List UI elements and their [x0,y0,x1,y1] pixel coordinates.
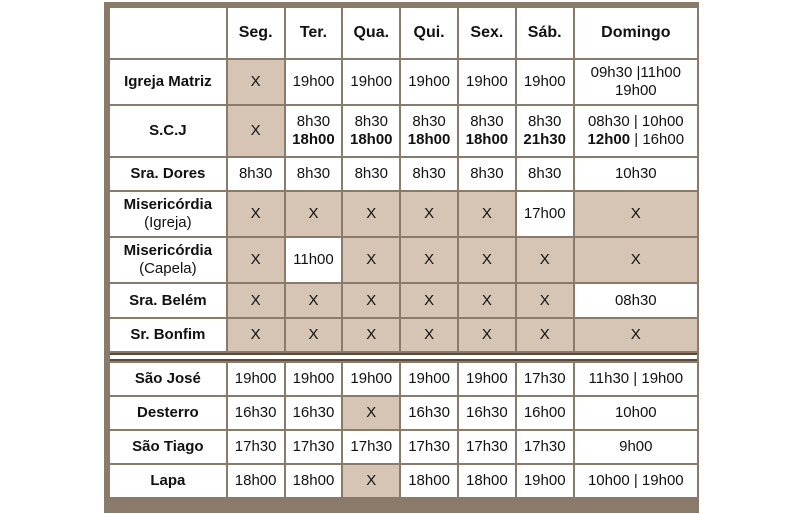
schedule-cell [517,397,573,429]
schedule-cell [517,284,573,317]
day-header: Sáb. [517,8,573,58]
time-line [575,131,697,149]
schedule-cell [401,397,457,429]
time-line: X [250,291,261,309]
time-line: 18h00 [234,472,277,489]
place-label: Misericórdia [123,242,213,259]
place-name [110,431,226,463]
table-row [110,284,697,317]
day-header: Domingo [575,8,697,58]
schedule-cell [228,319,284,351]
time-line: X [539,251,550,268]
schedule-cell [459,363,515,395]
table-row [110,465,697,497]
schedule-cell [575,284,697,317]
schedule-cell [401,158,457,190]
time-line: X [481,251,492,268]
time-line: 8h30 [412,113,446,130]
place-label: Lapa [150,472,186,489]
time-line: 8h30 [412,165,446,182]
place-name [110,284,226,317]
double-rule [110,353,697,361]
time-line: 19h00 [350,370,393,387]
time-text: | 16h00 [630,131,685,148]
schedule-cell [286,106,342,156]
time-line: 19h00 [523,73,566,90]
schedule-cell [343,158,399,190]
place-label: Sra. Belém [129,291,207,309]
place-name [110,363,226,395]
schedule-cell [286,363,342,395]
schedule-cell [459,192,515,236]
schedule-cell [575,397,697,429]
schedule-cell [286,465,342,497]
time-line: 19h00 [466,73,508,90]
time-line: 17h30 [408,438,450,455]
schedule-cell [575,319,697,351]
time-line: 18h00 [466,472,508,489]
schedule-cell [459,238,515,282]
place-name [110,60,226,104]
place-label: São José [134,370,201,387]
schedule-cell [575,192,697,236]
schedule-cell [575,60,697,104]
schedule-cell [286,284,342,317]
place-name [110,465,226,497]
time-line: 10h00 | 19h00 [587,472,684,489]
time-line: 19h00 [234,370,277,387]
time-line: 8h30 [470,165,504,182]
schedule-cell [459,106,515,156]
schedule-cell [575,158,697,190]
table-row [110,431,697,463]
time-line: 09h30 |11h00 [590,64,681,81]
time-line: X [250,122,261,139]
time-line: 8h30 [528,113,562,130]
time-line: X [630,251,641,268]
time-line: 17h30 [350,438,393,455]
table-row [110,363,697,395]
schedule-cell [575,431,697,463]
time-line: X [424,291,435,309]
schedule-cell [459,397,515,429]
time-line: X [366,205,377,222]
time-line: X [250,251,261,268]
day-header: Qua. [343,8,399,58]
time-line: X [250,73,261,90]
schedule-cell [343,431,399,463]
table-row [110,238,697,282]
time-line: 8h30 [470,113,504,130]
time-line: 16h30 [466,404,508,421]
mass-schedule-table [108,6,699,499]
time-line: 19h00 [292,73,335,90]
time-line: 16h00 [523,404,566,421]
time-line: 18h00 [407,131,451,148]
time-line: X [250,326,261,343]
time-line: 19h00 [466,370,508,387]
table-row [110,319,697,351]
schedule-cell [343,465,399,497]
time-line: 18h00 [408,472,450,489]
schedule-cell [401,284,457,317]
time-line: 8h30 [354,113,388,130]
time-line: X [481,326,492,343]
header-row [110,8,697,58]
schedule-cell [228,284,284,317]
time-line: 18h00 [292,131,335,148]
schedule-cell [286,431,342,463]
time-line: 18h00 [292,472,335,489]
day-header: Seg. [228,8,284,58]
place-name [110,238,226,282]
place-name [110,158,226,190]
place-sublabel: (Capela) [139,260,197,277]
day-header: Sex. [459,8,515,58]
time-line: 08h30 | 10h00 [587,113,684,130]
schedule-cell [517,238,573,282]
time-line: 19h00 [523,472,566,489]
schedule-cell [575,465,697,497]
time-line: X [630,326,641,343]
schedule-cell [575,363,697,395]
schedule-cell [401,431,457,463]
schedule-cell [517,363,573,395]
time-line: 8h30 [528,165,562,182]
schedule-cell [459,319,515,351]
schedule-cell [459,284,515,317]
schedule-cell [343,106,399,156]
place-name [110,319,226,351]
time-line: X [366,291,377,309]
time-line: X [539,291,550,309]
time-line: 17h30 [523,370,566,387]
time-line: 19h00 [292,370,335,387]
schedule-cell [401,238,457,282]
schedule-cell [228,192,284,236]
schedule-cell [459,465,515,497]
schedule-cell [286,238,342,282]
time-line: X [630,205,641,222]
place-label: Sr. Bonfim [130,326,206,343]
place-label: Igreja Matriz [124,73,212,90]
time-line: X [366,472,377,489]
schedule-cell [401,363,457,395]
schedule-cell [575,106,697,156]
time-line: 19h00 [408,370,450,387]
corner-cell [110,8,226,58]
time-line: 8h30 [296,113,331,130]
schedule-cell [343,192,399,236]
time-line: 17h00 [523,205,566,222]
time-text: 12h00 [587,131,631,148]
place-name [110,106,226,156]
time-line: 18h00 [465,131,509,148]
table-row [110,60,697,104]
schedule-cell [343,363,399,395]
schedule-cell [517,158,573,190]
schedule-cell [228,106,284,156]
schedule-frame [104,2,699,513]
time-line: X [424,205,435,222]
time-line: X [366,251,377,268]
place-label: S.C.J [149,122,187,139]
schedule-cell [459,60,515,104]
schedule-cell [286,192,342,236]
time-line: 21h30 [523,131,566,148]
section-separator [110,353,697,361]
schedule-cell [343,397,399,429]
schedule-cell [459,158,515,190]
time-line: 10h00 [614,404,657,421]
place-name [110,397,226,429]
schedule-cell [228,465,284,497]
schedule-cell [459,431,515,463]
time-line: 8h30 [296,165,331,182]
schedule-cell [228,397,284,429]
schedule-cell [401,319,457,351]
schedule-cell [517,319,573,351]
schedule-cell [286,319,342,351]
schedule-cell [228,238,284,282]
time-line: X [424,251,435,268]
time-line: X [250,205,261,222]
place-label: Sra. Dores [130,165,206,182]
schedule-cell [401,106,457,156]
schedule-cell [286,158,342,190]
time-line: 11h30 | 19h00 [588,370,684,387]
time-line: 19h00 [614,82,657,99]
schedule-cell [343,284,399,317]
time-line: X [308,291,319,309]
schedule-cell [401,60,457,104]
table-row [110,106,697,156]
place-sublabel: (Igreja) [144,214,192,231]
time-line: 17h30 [466,438,508,455]
time-line: 16h30 [292,404,335,421]
schedule-cell [343,60,399,104]
time-line: X [308,326,319,343]
schedule-cell [343,238,399,282]
schedule-cell [228,60,284,104]
schedule-cell [517,431,573,463]
time-line: 17h30 [523,438,566,455]
schedule-cell [228,431,284,463]
separator-cell [110,353,697,361]
day-header: Ter. [286,8,342,58]
schedule-cell [517,192,573,236]
day-header: Qui. [401,8,457,58]
schedule-cell [286,60,342,104]
time-line: X [308,205,319,222]
time-line: 11h00 [293,251,334,268]
time-line: 8h30 [238,165,273,182]
schedule-cell [228,158,284,190]
schedule-cell [517,465,573,497]
place-label: São Tiago [132,438,204,455]
time-line: 8h30 [354,165,388,182]
schedule-cell [286,397,342,429]
time-line: X [366,326,377,343]
time-line: 16h30 [234,404,277,421]
time-line: 18h00 [349,131,393,148]
schedule-cell [575,238,697,282]
place-label: Desterro [137,404,199,421]
table-row [110,192,697,236]
schedule-cell [401,192,457,236]
time-line: 9h00 [619,438,653,455]
time-line: 08h30 [614,291,657,309]
time-line: X [366,404,377,421]
time-line: X [539,326,550,343]
time-line: 10h30 [614,165,657,182]
time-line: 19h00 [408,73,450,90]
time-line: 17h30 [234,438,277,455]
schedule-cell [517,106,573,156]
time-line: 19h00 [350,73,393,90]
table-row [110,397,697,429]
place-name [110,192,226,236]
place-label: Misericórdia [123,196,213,213]
schedule-cell [517,60,573,104]
time-line: 16h30 [408,404,450,421]
schedule-cell [401,465,457,497]
time-line: 17h30 [292,438,335,455]
schedule-cell [343,319,399,351]
table-row [110,158,697,190]
schedule-cell [228,363,284,395]
time-line: X [481,291,492,309]
time-line: X [481,205,492,222]
time-line: X [424,326,435,343]
